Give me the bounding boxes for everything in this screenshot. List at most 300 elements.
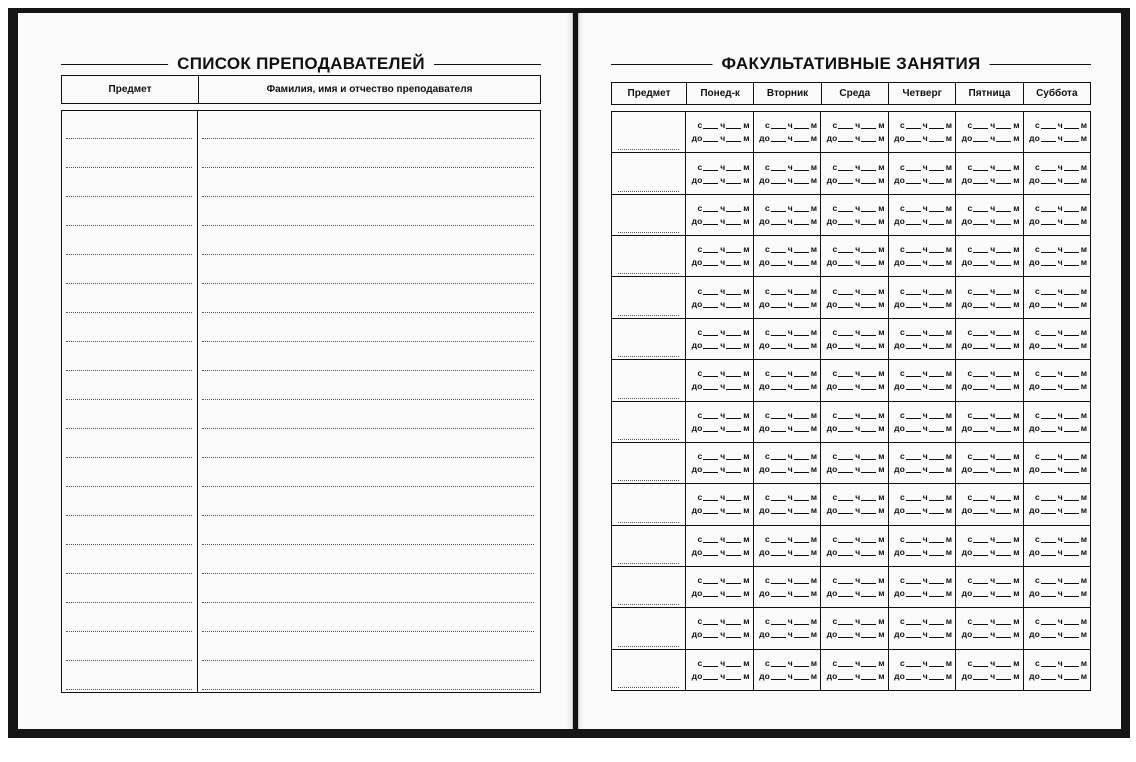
- time-blank[interactable]: [703, 389, 718, 390]
- subject-cell[interactable]: [612, 650, 686, 690]
- time-blank[interactable]: [929, 624, 944, 625]
- time-blank[interactable]: [703, 141, 718, 142]
- time-blank[interactable]: [929, 307, 944, 308]
- time-blank[interactable]: [906, 335, 921, 336]
- time-blank[interactable]: [838, 376, 853, 377]
- time-blank[interactable]: [726, 252, 741, 253]
- time-blank[interactable]: [906, 224, 921, 225]
- time-from-line[interactable]: [889, 533, 956, 546]
- time-blank[interactable]: [771, 141, 786, 142]
- time-to-line[interactable]: [889, 339, 956, 352]
- time-blank[interactable]: [1064, 211, 1079, 212]
- time-to-line[interactable]: [686, 298, 753, 311]
- time-blank[interactable]: [703, 637, 718, 638]
- time-to-line[interactable]: [889, 380, 956, 393]
- time-to-line[interactable]: [754, 670, 821, 683]
- time-from-line[interactable]: [821, 202, 888, 215]
- time-blank[interactable]: [771, 679, 786, 680]
- time-blank[interactable]: [1041, 335, 1056, 336]
- time-blank[interactable]: [703, 513, 718, 514]
- time-blank[interactable]: [973, 252, 988, 253]
- time-blank[interactable]: [1041, 265, 1056, 266]
- time-blank[interactable]: [929, 294, 944, 295]
- time-blank[interactable]: [794, 666, 809, 667]
- time-blank[interactable]: [1041, 348, 1056, 349]
- time-blank[interactable]: [838, 183, 853, 184]
- time-blank[interactable]: [929, 170, 944, 171]
- time-blank[interactable]: [1041, 583, 1056, 584]
- time-blank[interactable]: [906, 183, 921, 184]
- time-blank[interactable]: [794, 348, 809, 349]
- time-blank[interactable]: [861, 128, 876, 129]
- time-from-line[interactable]: [956, 326, 1023, 339]
- time-blank[interactable]: [996, 389, 1011, 390]
- time-blank[interactable]: [1064, 183, 1079, 184]
- time-from-line[interactable]: [1024, 450, 1091, 463]
- time-blank[interactable]: [771, 183, 786, 184]
- time-blank[interactable]: [794, 583, 809, 584]
- time-to-line[interactable]: [821, 546, 888, 559]
- time-from-line[interactable]: [754, 202, 821, 215]
- time-to-line[interactable]: [754, 504, 821, 517]
- time-from-line[interactable]: [686, 491, 753, 504]
- time-to-line[interactable]: [1024, 546, 1091, 559]
- time-to-line[interactable]: [754, 298, 821, 311]
- time-to-line[interactable]: [821, 587, 888, 600]
- time-blank[interactable]: [726, 335, 741, 336]
- time-blank[interactable]: [771, 211, 786, 212]
- time-blank[interactable]: [973, 335, 988, 336]
- time-blank[interactable]: [929, 513, 944, 514]
- time-from-line[interactable]: [956, 161, 1023, 174]
- time-to-line[interactable]: [1024, 587, 1091, 600]
- time-blank[interactable]: [703, 459, 718, 460]
- time-to-line[interactable]: [889, 546, 956, 559]
- time-blank[interactable]: [771, 666, 786, 667]
- time-blank[interactable]: [861, 513, 876, 514]
- time-to-line[interactable]: [956, 298, 1023, 311]
- time-blank[interactable]: [973, 542, 988, 543]
- time-blank[interactable]: [1041, 472, 1056, 473]
- time-blank[interactable]: [838, 141, 853, 142]
- time-blank[interactable]: [929, 500, 944, 501]
- time-to-line[interactable]: [686, 463, 753, 476]
- time-to-line[interactable]: [1024, 628, 1091, 641]
- time-blank[interactable]: [838, 389, 853, 390]
- time-blank[interactable]: [726, 348, 741, 349]
- time-blank[interactable]: [996, 583, 1011, 584]
- time-blank[interactable]: [929, 666, 944, 667]
- time-from-line[interactable]: [956, 657, 1023, 670]
- time-to-line[interactable]: [821, 670, 888, 683]
- time-blank[interactable]: [996, 418, 1011, 419]
- time-to-line[interactable]: [956, 174, 1023, 187]
- time-blank[interactable]: [838, 624, 853, 625]
- time-to-line[interactable]: [821, 628, 888, 641]
- time-blank[interactable]: [996, 128, 1011, 129]
- time-blank[interactable]: [929, 211, 944, 212]
- time-blank[interactable]: [703, 666, 718, 667]
- time-blank[interactable]: [973, 472, 988, 473]
- time-blank[interactable]: [726, 170, 741, 171]
- time-blank[interactable]: [906, 252, 921, 253]
- time-blank[interactable]: [996, 513, 1011, 514]
- time-blank[interactable]: [726, 472, 741, 473]
- time-blank[interactable]: [703, 224, 718, 225]
- time-blank[interactable]: [861, 459, 876, 460]
- time-blank[interactable]: [794, 376, 809, 377]
- time-blank[interactable]: [1064, 666, 1079, 667]
- time-blank[interactable]: [929, 265, 944, 266]
- time-blank[interactable]: [861, 183, 876, 184]
- time-blank[interactable]: [838, 459, 853, 460]
- time-blank[interactable]: [906, 294, 921, 295]
- time-to-line[interactable]: [754, 256, 821, 269]
- time-blank[interactable]: [861, 637, 876, 638]
- time-blank[interactable]: [996, 596, 1011, 597]
- time-blank[interactable]: [1064, 389, 1079, 390]
- time-blank[interactable]: [838, 307, 853, 308]
- time-blank[interactable]: [771, 583, 786, 584]
- time-blank[interactable]: [726, 583, 741, 584]
- time-to-line[interactable]: [956, 256, 1023, 269]
- time-to-line[interactable]: [821, 256, 888, 269]
- time-blank[interactable]: [726, 265, 741, 266]
- time-from-line[interactable]: [956, 533, 1023, 546]
- time-blank[interactable]: [771, 542, 786, 543]
- time-blank[interactable]: [929, 679, 944, 680]
- time-blank[interactable]: [794, 513, 809, 514]
- time-blank[interactable]: [906, 555, 921, 556]
- time-blank[interactable]: [1041, 431, 1056, 432]
- time-to-line[interactable]: [889, 132, 956, 145]
- time-from-line[interactable]: [1024, 161, 1091, 174]
- time-blank[interactable]: [973, 666, 988, 667]
- subject-cell[interactable]: [612, 195, 686, 235]
- time-blank[interactable]: [1064, 555, 1079, 556]
- time-blank[interactable]: [1064, 335, 1079, 336]
- time-blank[interactable]: [996, 348, 1011, 349]
- time-blank[interactable]: [703, 542, 718, 543]
- time-blank[interactable]: [929, 252, 944, 253]
- time-blank[interactable]: [771, 596, 786, 597]
- time-from-line[interactable]: [889, 615, 956, 628]
- time-blank[interactable]: [929, 596, 944, 597]
- subject-cell[interactable]: [612, 360, 686, 400]
- time-to-line[interactable]: [821, 380, 888, 393]
- time-blank[interactable]: [906, 418, 921, 419]
- time-from-line[interactable]: [821, 491, 888, 504]
- time-blank[interactable]: [838, 679, 853, 680]
- time-blank[interactable]: [726, 211, 741, 212]
- time-to-line[interactable]: [956, 504, 1023, 517]
- time-from-line[interactable]: [889, 119, 956, 132]
- time-blank[interactable]: [1041, 555, 1056, 556]
- time-blank[interactable]: [771, 555, 786, 556]
- time-from-line[interactable]: [686, 367, 753, 380]
- time-blank[interactable]: [838, 418, 853, 419]
- time-to-line[interactable]: [956, 339, 1023, 352]
- time-blank[interactable]: [861, 389, 876, 390]
- time-blank[interactable]: [929, 431, 944, 432]
- time-from-line[interactable]: [1024, 367, 1091, 380]
- time-blank[interactable]: [996, 637, 1011, 638]
- time-blank[interactable]: [861, 211, 876, 212]
- time-blank[interactable]: [996, 307, 1011, 308]
- time-blank[interactable]: [1041, 224, 1056, 225]
- time-blank[interactable]: [771, 265, 786, 266]
- time-blank[interactable]: [906, 637, 921, 638]
- time-blank[interactable]: [771, 431, 786, 432]
- time-to-line[interactable]: [821, 298, 888, 311]
- time-blank[interactable]: [726, 637, 741, 638]
- time-to-line[interactable]: [1024, 298, 1091, 311]
- time-blank[interactable]: [929, 335, 944, 336]
- time-blank[interactable]: [771, 472, 786, 473]
- time-blank[interactable]: [1064, 679, 1079, 680]
- time-blank[interactable]: [838, 542, 853, 543]
- time-blank[interactable]: [973, 459, 988, 460]
- time-blank[interactable]: [838, 500, 853, 501]
- subject-cell[interactable]: [612, 112, 686, 152]
- time-blank[interactable]: [726, 224, 741, 225]
- time-to-line[interactable]: [686, 422, 753, 435]
- time-blank[interactable]: [1041, 418, 1056, 419]
- time-blank[interactable]: [726, 542, 741, 543]
- time-blank[interactable]: [973, 679, 988, 680]
- time-to-line[interactable]: [1024, 504, 1091, 517]
- time-from-line[interactable]: [889, 574, 956, 587]
- time-from-line[interactable]: [686, 574, 753, 587]
- time-blank[interactable]: [1064, 252, 1079, 253]
- time-blank[interactable]: [794, 183, 809, 184]
- time-from-line[interactable]: [754, 574, 821, 587]
- time-from-line[interactable]: [821, 657, 888, 670]
- time-blank[interactable]: [1041, 637, 1056, 638]
- time-from-line[interactable]: [821, 161, 888, 174]
- time-from-line[interactable]: [889, 161, 956, 174]
- time-blank[interactable]: [1041, 183, 1056, 184]
- time-from-line[interactable]: [1024, 491, 1091, 504]
- time-blank[interactable]: [1064, 637, 1079, 638]
- time-to-line[interactable]: [686, 670, 753, 683]
- time-blank[interactable]: [703, 583, 718, 584]
- time-to-line[interactable]: [686, 546, 753, 559]
- time-blank[interactable]: [861, 542, 876, 543]
- time-to-line[interactable]: [956, 587, 1023, 600]
- time-blank[interactable]: [973, 183, 988, 184]
- time-to-line[interactable]: [686, 256, 753, 269]
- time-blank[interactable]: [906, 128, 921, 129]
- time-to-line[interactable]: [686, 174, 753, 187]
- time-from-line[interactable]: [1024, 119, 1091, 132]
- time-blank[interactable]: [771, 376, 786, 377]
- time-from-line[interactable]: [821, 119, 888, 132]
- time-blank[interactable]: [929, 555, 944, 556]
- time-to-line[interactable]: [889, 463, 956, 476]
- time-blank[interactable]: [996, 376, 1011, 377]
- time-blank[interactable]: [929, 141, 944, 142]
- time-blank[interactable]: [703, 555, 718, 556]
- time-blank[interactable]: [838, 265, 853, 266]
- time-blank[interactable]: [794, 294, 809, 295]
- time-blank[interactable]: [726, 555, 741, 556]
- time-blank[interactable]: [1041, 307, 1056, 308]
- time-from-line[interactable]: [686, 533, 753, 546]
- time-blank[interactable]: [838, 666, 853, 667]
- time-to-line[interactable]: [956, 463, 1023, 476]
- time-to-line[interactable]: [754, 380, 821, 393]
- time-from-line[interactable]: [754, 243, 821, 256]
- time-to-line[interactable]: [1024, 174, 1091, 187]
- time-blank[interactable]: [838, 583, 853, 584]
- time-blank[interactable]: [794, 431, 809, 432]
- time-blank[interactable]: [973, 376, 988, 377]
- time-blank[interactable]: [861, 500, 876, 501]
- time-blank[interactable]: [973, 624, 988, 625]
- time-blank[interactable]: [861, 294, 876, 295]
- time-blank[interactable]: [703, 252, 718, 253]
- time-from-line[interactable]: [1024, 615, 1091, 628]
- time-from-line[interactable]: [686, 202, 753, 215]
- time-from-line[interactable]: [889, 285, 956, 298]
- subject-cell[interactable]: [612, 319, 686, 359]
- time-from-line[interactable]: [956, 450, 1023, 463]
- time-blank[interactable]: [929, 583, 944, 584]
- time-from-line[interactable]: [1024, 243, 1091, 256]
- time-blank[interactable]: [973, 224, 988, 225]
- subject-cell[interactable]: [612, 402, 686, 442]
- time-blank[interactable]: [861, 666, 876, 667]
- time-from-line[interactable]: [821, 533, 888, 546]
- time-blank[interactable]: [973, 389, 988, 390]
- time-from-line[interactable]: [686, 615, 753, 628]
- time-to-line[interactable]: [956, 628, 1023, 641]
- time-to-line[interactable]: [1024, 670, 1091, 683]
- time-blank[interactable]: [771, 170, 786, 171]
- time-to-line[interactable]: [686, 132, 753, 145]
- time-blank[interactable]: [794, 459, 809, 460]
- time-blank[interactable]: [996, 211, 1011, 212]
- time-blank[interactable]: [726, 141, 741, 142]
- time-blank[interactable]: [771, 513, 786, 514]
- time-to-line[interactable]: [956, 546, 1023, 559]
- time-blank[interactable]: [771, 348, 786, 349]
- time-blank[interactable]: [861, 224, 876, 225]
- time-from-line[interactable]: [754, 409, 821, 422]
- time-blank[interactable]: [929, 128, 944, 129]
- time-blank[interactable]: [838, 335, 853, 336]
- time-blank[interactable]: [703, 128, 718, 129]
- time-blank[interactable]: [1064, 596, 1079, 597]
- time-blank[interactable]: [838, 224, 853, 225]
- time-to-line[interactable]: [889, 670, 956, 683]
- time-blank[interactable]: [838, 555, 853, 556]
- time-blank[interactable]: [838, 431, 853, 432]
- time-from-line[interactable]: [821, 450, 888, 463]
- time-blank[interactable]: [1041, 624, 1056, 625]
- time-blank[interactable]: [906, 679, 921, 680]
- time-blank[interactable]: [906, 666, 921, 667]
- time-blank[interactable]: [838, 211, 853, 212]
- time-from-line[interactable]: [686, 326, 753, 339]
- time-blank[interactable]: [1041, 141, 1056, 142]
- time-to-line[interactable]: [956, 132, 1023, 145]
- time-blank[interactable]: [703, 624, 718, 625]
- time-blank[interactable]: [1064, 170, 1079, 171]
- time-blank[interactable]: [703, 500, 718, 501]
- time-from-line[interactable]: [956, 119, 1023, 132]
- time-to-line[interactable]: [686, 380, 753, 393]
- time-to-line[interactable]: [754, 174, 821, 187]
- time-from-line[interactable]: [821, 615, 888, 628]
- time-blank[interactable]: [726, 389, 741, 390]
- time-from-line[interactable]: [754, 657, 821, 670]
- time-blank[interactable]: [703, 472, 718, 473]
- time-to-line[interactable]: [821, 504, 888, 517]
- time-blank[interactable]: [996, 624, 1011, 625]
- time-blank[interactable]: [973, 211, 988, 212]
- time-blank[interactable]: [726, 418, 741, 419]
- time-blank[interactable]: [973, 348, 988, 349]
- time-blank[interactable]: [996, 459, 1011, 460]
- time-blank[interactable]: [973, 596, 988, 597]
- time-blank[interactable]: [861, 472, 876, 473]
- time-blank[interactable]: [794, 542, 809, 543]
- time-blank[interactable]: [906, 141, 921, 142]
- time-to-line[interactable]: [1024, 422, 1091, 435]
- subject-cell[interactable]: [612, 608, 686, 648]
- time-blank[interactable]: [861, 583, 876, 584]
- time-blank[interactable]: [906, 624, 921, 625]
- time-blank[interactable]: [996, 183, 1011, 184]
- time-blank[interactable]: [838, 596, 853, 597]
- time-blank[interactable]: [861, 348, 876, 349]
- time-to-line[interactable]: [889, 504, 956, 517]
- time-blank[interactable]: [703, 376, 718, 377]
- subject-cell[interactable]: [612, 526, 686, 566]
- time-blank[interactable]: [906, 348, 921, 349]
- time-blank[interactable]: [1064, 265, 1079, 266]
- time-blank[interactable]: [1041, 376, 1056, 377]
- time-blank[interactable]: [1064, 128, 1079, 129]
- time-blank[interactable]: [726, 376, 741, 377]
- time-from-line[interactable]: [1024, 285, 1091, 298]
- time-to-line[interactable]: [754, 546, 821, 559]
- time-to-line[interactable]: [821, 132, 888, 145]
- time-blank[interactable]: [771, 637, 786, 638]
- time-from-line[interactable]: [889, 657, 956, 670]
- time-blank[interactable]: [861, 624, 876, 625]
- time-blank[interactable]: [1041, 500, 1056, 501]
- time-blank[interactable]: [1064, 294, 1079, 295]
- time-blank[interactable]: [771, 335, 786, 336]
- time-from-line[interactable]: [889, 450, 956, 463]
- time-blank[interactable]: [794, 596, 809, 597]
- time-blank[interactable]: [1064, 224, 1079, 225]
- time-blank[interactable]: [1041, 679, 1056, 680]
- time-to-line[interactable]: [1024, 380, 1091, 393]
- time-blank[interactable]: [996, 265, 1011, 266]
- time-blank[interactable]: [996, 252, 1011, 253]
- time-blank[interactable]: [1064, 459, 1079, 460]
- time-from-line[interactable]: [821, 367, 888, 380]
- time-blank[interactable]: [1041, 596, 1056, 597]
- time-to-line[interactable]: [754, 215, 821, 228]
- time-blank[interactable]: [726, 513, 741, 514]
- time-blank[interactable]: [794, 170, 809, 171]
- time-to-line[interactable]: [1024, 215, 1091, 228]
